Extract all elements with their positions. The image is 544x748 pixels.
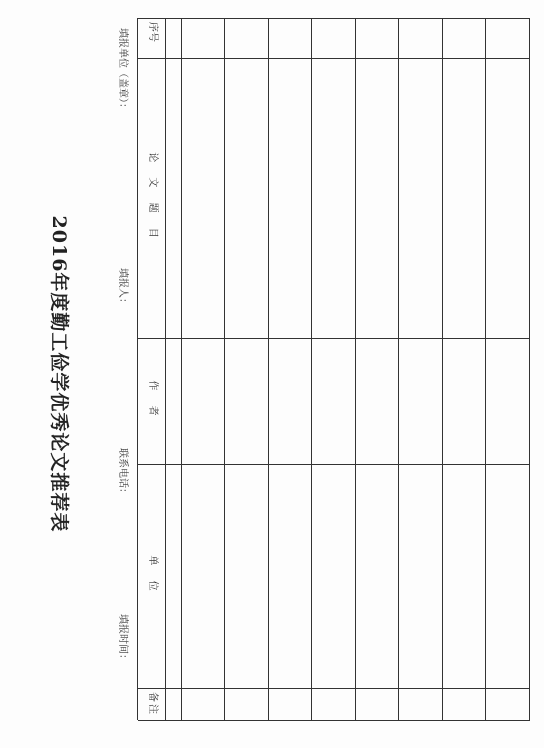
header-column-line [138, 688, 166, 689]
table-column-line [138, 18, 530, 19]
header-column-line [138, 464, 166, 465]
header-author: 作 者 [147, 380, 158, 422]
table-row-line [442, 18, 443, 720]
reporting-unit-label: 填报单位（盖章）： [117, 28, 128, 113]
table-row-line [165, 18, 166, 720]
header-note: 备注 [147, 692, 158, 716]
header-column-line [138, 58, 166, 59]
table-column-line [138, 720, 530, 721]
header-topic: 论 文 题 目 [147, 152, 158, 244]
table-row-line [398, 18, 399, 720]
table-row-line [268, 18, 269, 720]
table-column-line [138, 688, 530, 689]
table-row-line [137, 18, 138, 720]
table-column-line [138, 338, 530, 339]
table-row-line [224, 18, 225, 720]
page-title: 2016年度勤工俭学优秀论文推荐表 [48, 215, 70, 533]
table-row-line [529, 18, 530, 720]
reporter-label: 填报人： [117, 268, 128, 308]
table-row-line [485, 18, 486, 720]
header-column-line [138, 720, 166, 721]
table-row-line [311, 18, 312, 720]
header-column-line [138, 338, 166, 339]
table-row-line [181, 18, 182, 720]
table-column-line [138, 464, 530, 465]
table-row-line [355, 18, 356, 720]
header-seq: 序号 [147, 22, 158, 42]
report-time-label: 填报时间： [117, 614, 128, 664]
header-department: 单 位 [147, 555, 158, 597]
phone-label: 联系电话： [117, 448, 128, 498]
table-column-line [138, 58, 530, 59]
header-column-line [138, 18, 166, 19]
